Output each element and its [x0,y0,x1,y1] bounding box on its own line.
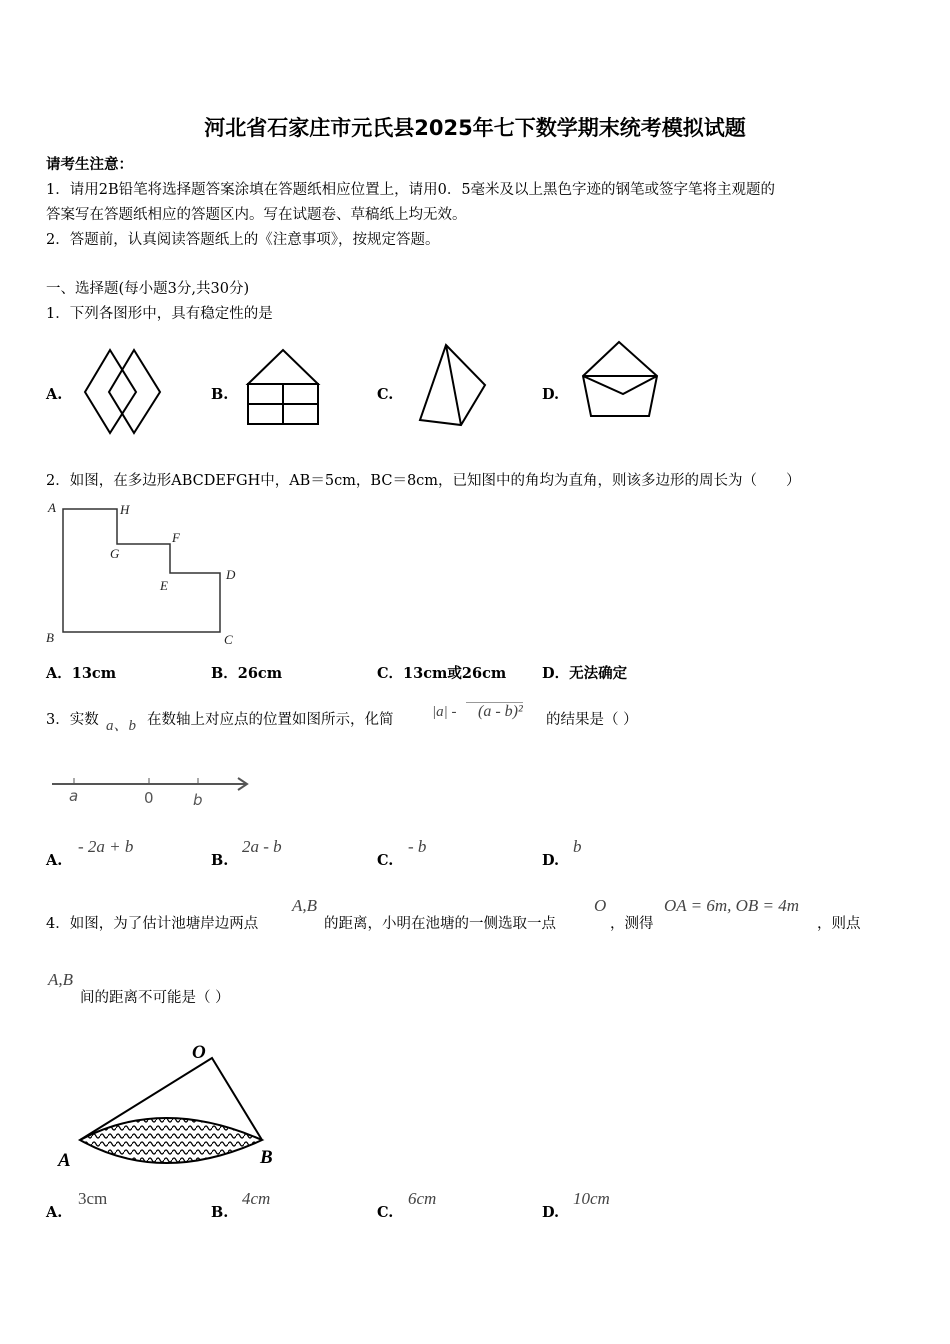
figure-pentagon [581,340,661,420]
figure-double-diamond [82,345,162,435]
q4-option-b: B. [211,1204,229,1221]
figure-house [245,348,325,428]
q2-option-a: A．13cm [46,665,117,682]
q3-option-b-value: 2a - b [242,837,282,856]
q2-option-d: D．无法确定 [542,665,628,682]
q3-option-a-value: - 2a + b [78,837,134,856]
axis-label-0: 0 [144,789,154,807]
section-heading: 一、选择题(每小题3分,共30分) [46,281,250,297]
q4-measure: OA = 6m, OB = 4m [664,896,800,915]
label-g: G [110,546,120,561]
label-a: A [48,500,56,515]
q4-ab: A,B [292,896,318,915]
q4-option-d-value: 10cm [573,1189,610,1208]
q4-stem-d: ，则点 [817,916,861,932]
label-b: B [46,630,54,645]
q1-option-c: C. [377,386,394,403]
q4-o: O [594,896,607,915]
q3-option-d: D. [542,852,560,869]
label-d: D [226,567,236,582]
label-b: B [260,1147,273,1168]
q3-expr-abs: |a| - [432,704,457,720]
number-line [50,772,260,812]
label-a: A [58,1150,71,1171]
q4-stem-c: ，测得 [610,916,654,932]
q1-stem: 1．下列各图形中，具有稳定性的是 [46,306,273,322]
figure-pond [52,1036,292,1176]
axis-label-a: a [69,787,79,805]
notice-heading: 请考生注意： [46,156,133,173]
q4-option-c-value: 6cm [408,1189,437,1208]
q4-stem-a: 4．如图，为了估计池塘岸边两点 [46,916,259,932]
q4-stem-e: 间的距离不可能是（ ） [80,990,230,1006]
axis-label-b: b [193,791,203,809]
q4-option-d: D. [542,1204,560,1221]
q3-expr-sqrt: (a - b)² [466,702,523,721]
label-o: O [192,1042,206,1063]
q3-vars: a、b [106,718,137,734]
label-e: E [160,578,168,593]
q3-stem-c: 的结果是（ ） [546,712,638,728]
q3-option-c-value: - b [408,837,427,856]
q4-ab2: A,B [48,970,74,989]
q4-option-a: A. [46,1204,63,1221]
notice-line: 2．答题前，认真阅读答题纸上的《注意事项》，按规定答题。 [46,232,440,248]
q2-option-c: C．13cm或26cm [377,665,507,682]
q1-option-b: B. [211,386,229,403]
q2-stem: 2．如图，在多边形ABCDEFGH中，AB＝5cm，BC＝8cm，已知图中的角均为直角，则该多边形的周长为（ ） [46,473,801,489]
page-title: 河北省石家庄市元氏县2025年七下数学期末统考模拟试题 [204,116,746,140]
q4-option-b-value: 4cm [242,1189,271,1208]
q2-option-b: B．26cm [211,665,283,682]
q3-stem-a: 3．实数 [46,712,99,728]
q3-stem-b: 在数轴上对应点的位置如图所示，化简 [147,712,394,728]
notice-line: 1．请用2B铅笔将选择题答案涂填在答题纸相应位置上，请用0．5毫米及以上黑色字迹的钢笔或签字笔将主观题的 [46,182,776,198]
q1-option-a: A. [46,386,63,403]
label-h: H [120,502,130,517]
label-c: C [224,632,233,647]
q3-option-c: C. [377,852,394,869]
q4-option-c: C. [377,1204,394,1221]
q3-option-d-value: b [573,837,582,856]
label-f: F [172,530,180,545]
q4-stem-b: 的距离，小明在池塘的一侧选取一点 [324,916,556,932]
figure-polygon-abcdefgh [44,498,244,648]
q3-option-a: A. [46,852,63,869]
q3-option-b: B. [211,852,229,869]
q4-option-a-value: 3cm [78,1189,108,1208]
q1-option-d: D. [542,386,560,403]
notice-line: 答案写在答题纸相应的答题区内。写在试题卷、草稿纸上均无效。 [46,207,467,223]
figure-tetrahedron [418,343,498,428]
